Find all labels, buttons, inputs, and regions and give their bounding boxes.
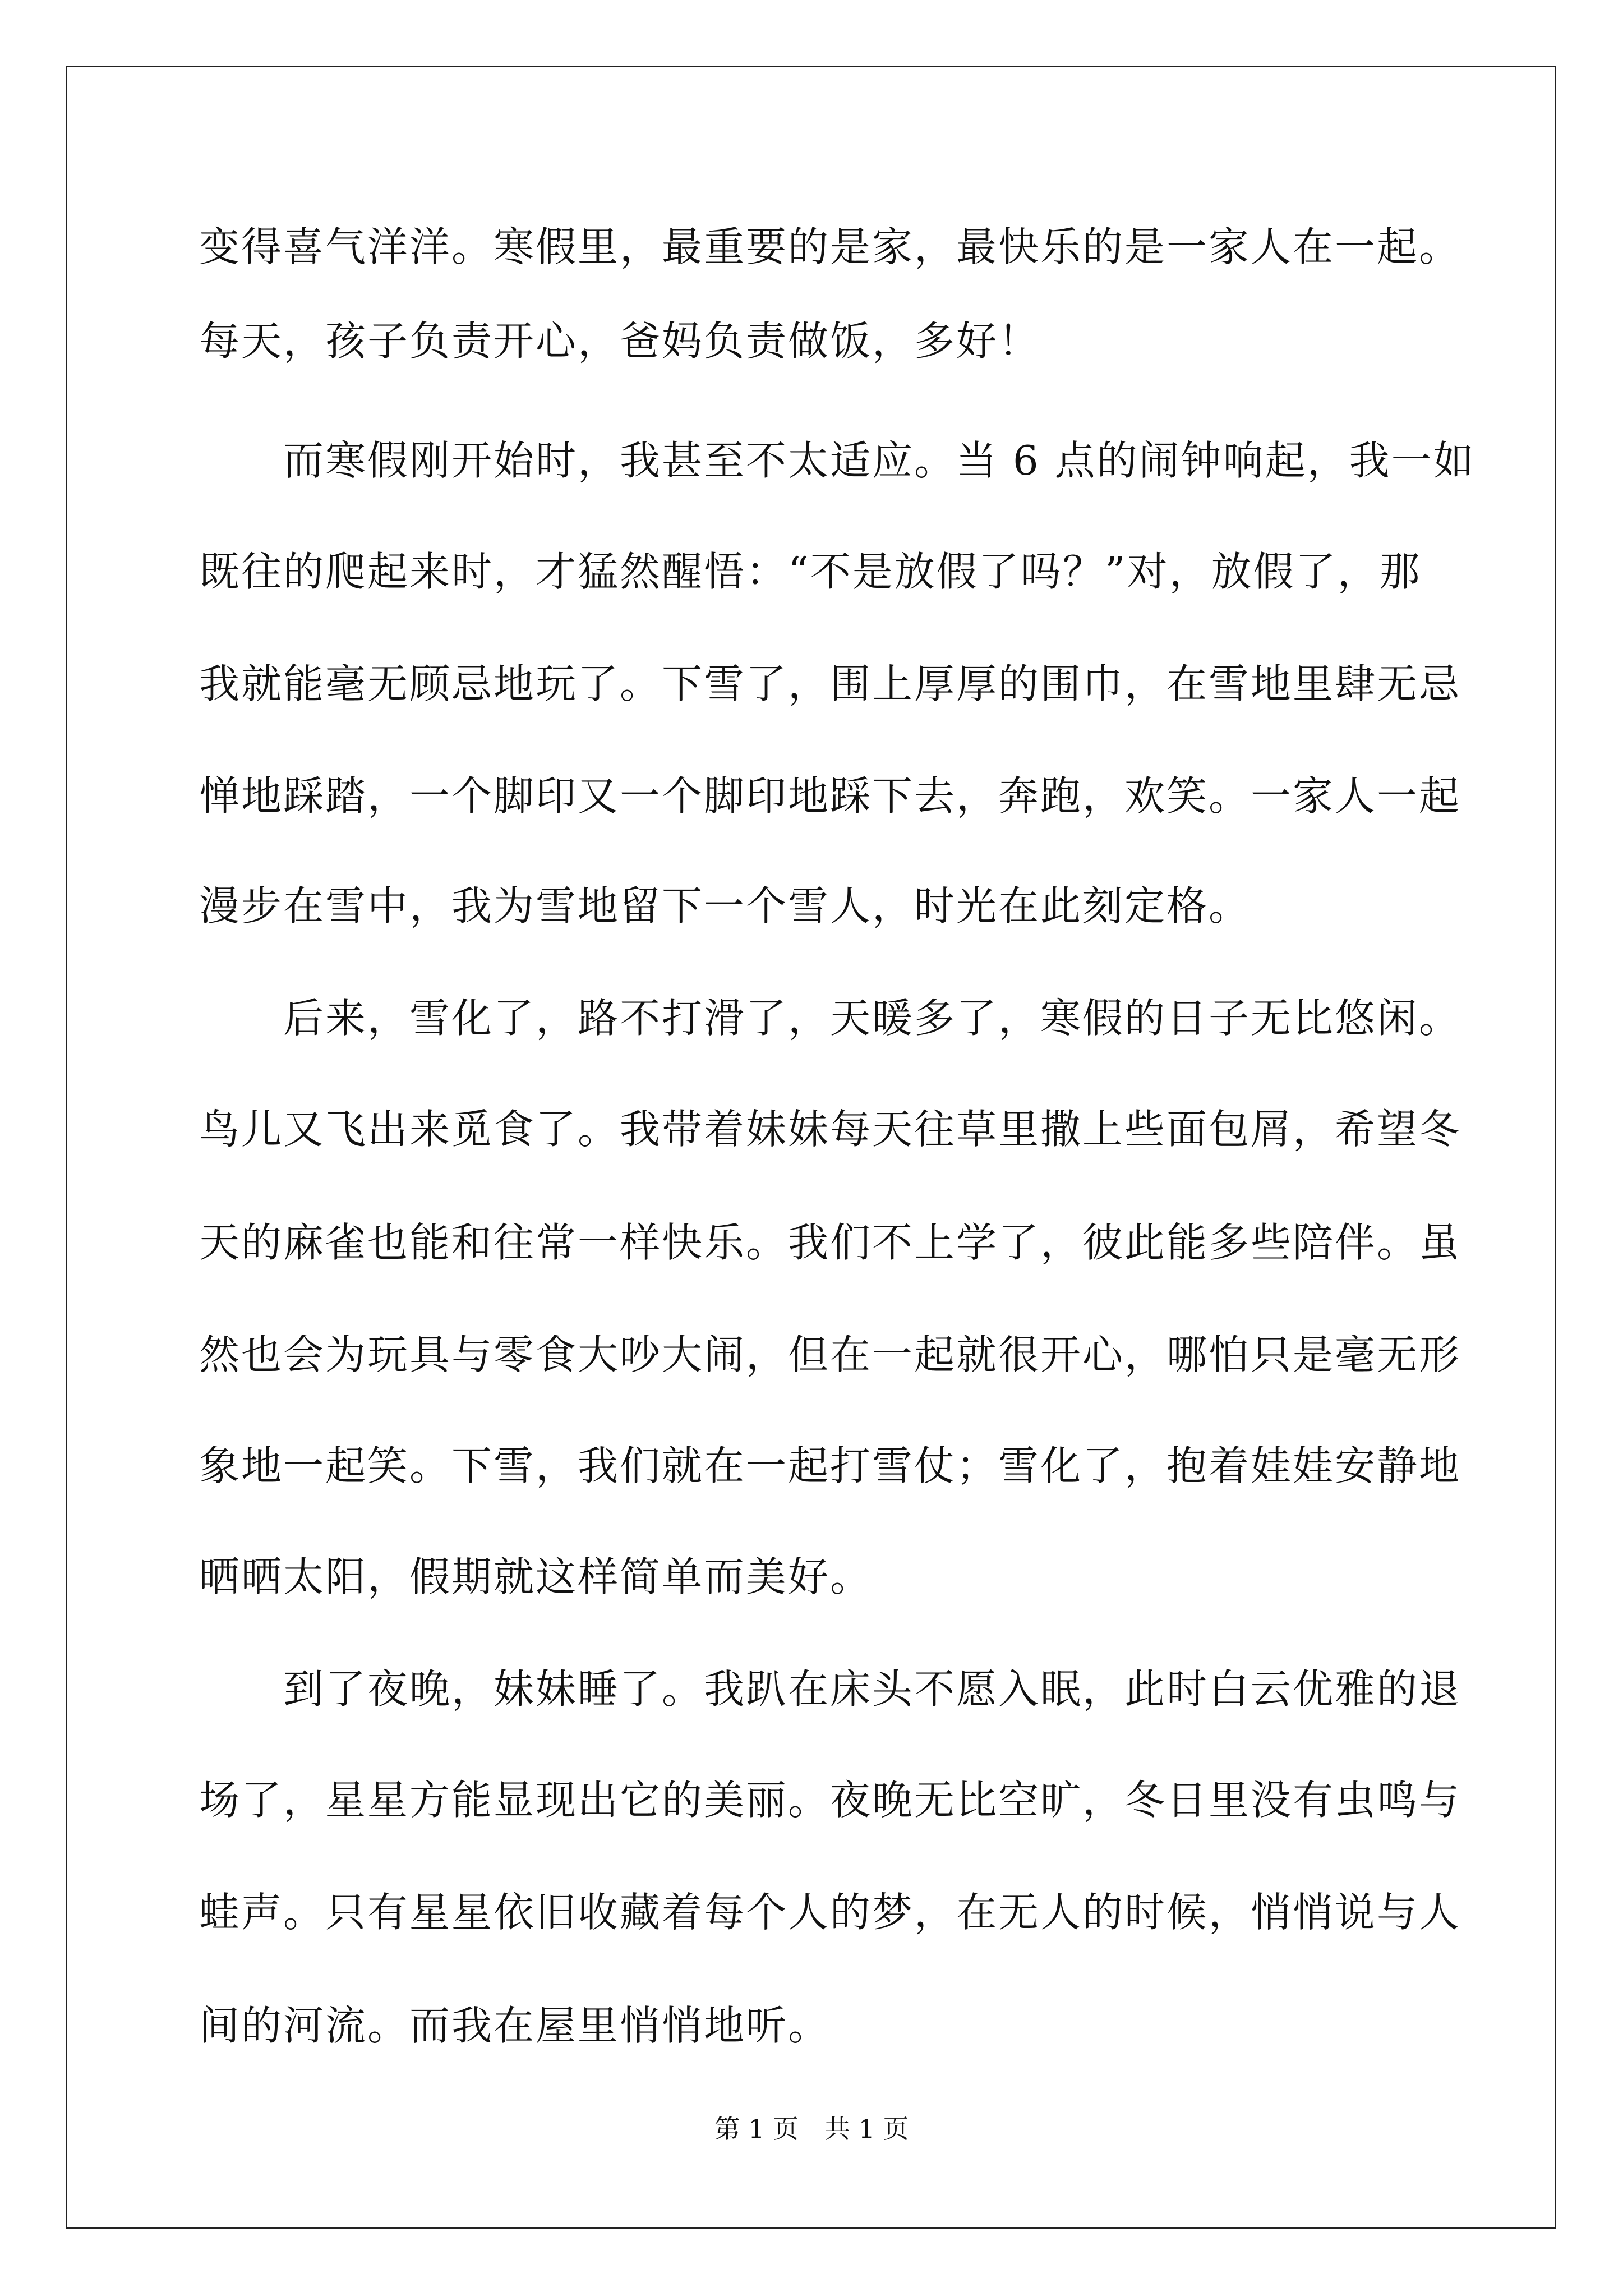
text-line: 我就能毫无顾忌地玩了。下雪了，围上厚厚的围巾，在雪地里肆无忌: [199, 660, 1461, 707]
text-line: 蛙声。只有星星依旧收藏着每个人的梦，在无人的时候，悄悄说与人: [199, 1889, 1461, 1936]
text-line: 变得喜气洋洋。寒假里，最重要的是家，最快乐的是一家人在一起。: [199, 223, 1461, 270]
text-line: 鸟儿又飞出来觅食了。我带着妹妹每天往草里撒上些面包屑，希望冬: [199, 1106, 1461, 1153]
text-line: 晒晒太阳，假期就这样简单而美好。: [199, 1553, 873, 1600]
text-line: 到了夜晚，妹妹睡了。我趴在床头不愿入眠，此时白云优雅的退: [199, 1665, 1461, 1713]
text-line: 而寒假刚开始时，我甚至不太适应。当 6 点的闹钟响起，我一如: [199, 437, 1476, 484]
text-line: 每天，孩子负责开心，爸妈负责做饭，多好！: [199, 318, 1041, 365]
text-line: 天的麻雀也能和往常一样快乐。我们不上学了，彼此能多些陪伴。虽: [199, 1219, 1461, 1266]
page-footer: 第 1 页 共 1 页: [714, 2114, 909, 2144]
text-line: 然也会为玩具与零食大吵大闹，但在一起就很开心，哪怕只是毫无形: [199, 1331, 1461, 1378]
text-line: 间的河流。而我在屋里悄悄地听。: [199, 2002, 831, 2049]
text-line: 既往的爬起来时，才猛然醒悟：“不是放假了吗？”对，放假了，那: [199, 548, 1422, 595]
text-line: 惮地踩踏，一个脚印又一个脚印地踩下去，奔跑，欢笑。一家人一起: [199, 772, 1461, 820]
text-line: 后来，雪化了，路不打滑了，天暖多了，寒假的日子无比悠闲。: [199, 995, 1461, 1042]
text-line: 象地一起笑。下雪，我们就在一起打雪仗；雪化了，抱着娃娃安静地: [199, 1442, 1461, 1489]
text-line: 漫步在雪中，我为雪地留下一个雪人，时光在此刻定格。: [199, 882, 1251, 930]
text-line: 场了，星星方能显现出它的美丽。夜晚无比空旷，冬日里没有虫鸣与: [199, 1777, 1461, 1824]
